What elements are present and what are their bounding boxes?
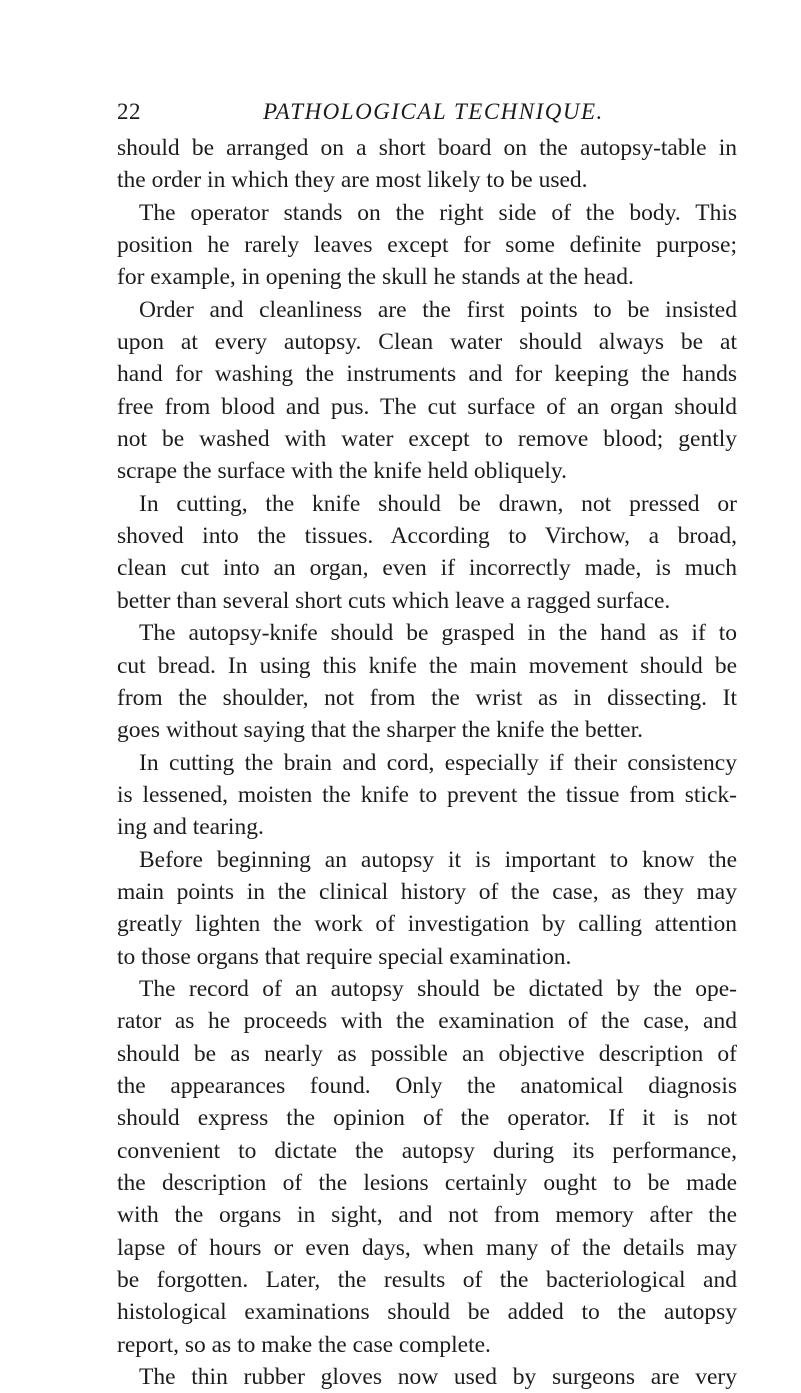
text-line: from the shoulder, not from the wrist as in dissecting. It [117,684,737,711]
text-line: clean cut into an organ, even if incorrectly made, is much [117,555,737,582]
text-line: the appearances found. Only the anatomical diagnosis [117,1072,737,1099]
text-line: to those organs that require special examination. [117,943,572,970]
text-line: is lessened, moisten the knife to prevent the tissue from stick- [117,781,737,808]
text-line: report, so as to make the case complete. [117,1331,491,1358]
text-line: histological examinations should be added to the autopsy [117,1299,737,1326]
text-line: for example, in opening the skull he stands at the head. [117,264,634,291]
text-line: Before beginning an autopsy it is important to know the [139,846,737,873]
page-number: 22 [117,99,141,124]
text-line: hand for washing the instruments and for keeping the hands [117,361,737,388]
text-line: should be as nearly as possible an objective description of [117,1040,737,1067]
text-line: ing and tearing. [117,814,264,841]
text-line: The thin rubber gloves now used by surgeons are very [139,1364,737,1391]
text-line: cut bread. In using this knife the main movement should be [117,652,737,679]
text-line: rator as he proceeds with the examination of the case, and [117,1008,737,1035]
text-line: with the organs in sight, and not from memory after the [117,1202,737,1229]
text-line: the order in which they are most likely to be used. [117,167,588,194]
text-line: not be washed with water except to remove blood; gently [117,426,737,453]
text-line: should be arranged on a short board on the autopsy-table in [117,135,737,161]
text-line: goes without saying that the sharper the knife the better. [117,717,643,744]
text-line: The operator stands on the right side of the body. This [139,199,737,226]
text-line: convenient to dictate the autopsy during its performance, [117,1137,737,1164]
text-line: Order and cleanliness are the first points to be insisted [139,296,737,323]
text-line: In cutting the brain and cord, especially if their consistency [139,749,737,776]
text-line: lapse of hours or even days, when many of the details may [117,1234,737,1261]
text-line: position he rarely leaves except for some definite purpose; [117,232,737,259]
text-line: better than several short cuts which leave a ragged surface. [117,587,671,614]
running-title: PATHOLOGICAL TECHNIQUE. [263,99,604,124]
text-line: upon at every autopsy. Clean water should always be at [117,329,737,356]
text-line: greatly lighten the work of investigation by calling attention [117,911,737,938]
text-line: the description of the lesions certainly ought to be made [117,1170,737,1196]
text-line: In cutting, the knife should be drawn, not pressed or [139,490,737,517]
text-line: free from blood and pus. The cut surface of an organ should [117,393,737,420]
text-line: main points in the clinical history of the case, as they may [117,878,737,905]
body-text [117,132,737,1393]
text-line: The record of an autopsy should be dictated by the ope- [139,975,737,1002]
text-line: shoved into the tissues. According to Virchow, a broad, [117,523,737,550]
running-head [117,92,737,132]
text-line: be forgotten. Later, the results of the bacteriological and [117,1267,737,1294]
text-line: The autopsy-knife should be grasped in the hand as if to [139,620,737,647]
text-line: should express the opinion of the operator. If it is not [117,1105,737,1132]
text-line: scrape the surface with the knife held obliquely. [117,458,568,485]
